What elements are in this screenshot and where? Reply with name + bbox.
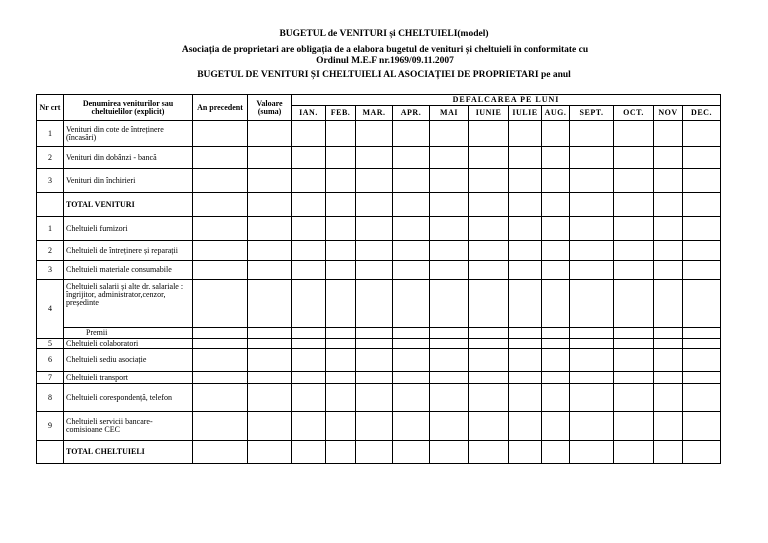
month-header: IUNIE <box>469 106 509 121</box>
table-row <box>37 384 721 412</box>
row-number: 7 <box>37 372 64 384</box>
document-subtitle: BUGETUL de VENITURI și CHELTUIELI(model) <box>279 29 489 39</box>
month-header: IAN. <box>292 106 326 121</box>
row-label: Cheltuieli de întreținere și reparații <box>64 241 193 261</box>
budget-table <box>36 94 721 464</box>
header-row <box>37 95 721 106</box>
row-number: 2 <box>37 241 64 261</box>
table-row <box>37 217 721 241</box>
row-label <box>64 328 193 339</box>
table-row <box>37 349 721 372</box>
header-valoare: Valoare (suma) <box>248 95 292 121</box>
row-number: 3 <box>37 261 64 280</box>
table-row <box>37 147 721 169</box>
row-number: 8 <box>37 384 64 412</box>
table-row <box>37 412 721 441</box>
total-income-label: TOTAL VENITURI <box>64 193 193 217</box>
month-header: OCT. <box>614 106 654 121</box>
row-label: Venituri din dobânzi - bancă <box>64 147 193 169</box>
obligation-line-1: Asociația de proprietari are obligația de a elabora bugetul de venituri și cheltuieli în conformitate cu <box>181 45 589 55</box>
row-number: 6 <box>37 349 64 372</box>
row-number: 5 <box>37 339 64 349</box>
row-number: 1 <box>37 217 64 241</box>
document-title: BUGETUL DE VENITURI ȘI CHELTUIELI AL ASOCIAȚIEI DE PROPRIETARI pe anul <box>197 70 571 80</box>
obligation-note <box>140 45 630 67</box>
month-header: MAI <box>430 106 469 121</box>
header-nr-crt: Nr crt <box>37 95 64 121</box>
row-number: 2 <box>37 147 64 169</box>
month-header: NOV <box>654 106 683 121</box>
row-number: 9 <box>37 412 64 441</box>
row-label: Cheltuieli colaboratori <box>64 339 193 349</box>
row-label: Cheltuieli servicii bancare- comisioane CEC <box>64 412 193 441</box>
table-row <box>37 280 721 328</box>
row-label: Cheltuieli sediu asociație <box>64 349 193 372</box>
month-header: MAR. <box>356 106 393 121</box>
month-header: AUG. <box>542 106 570 121</box>
month-header: SEPT. <box>570 106 614 121</box>
header-defalcare: DEFALCAREA PE LUNI <box>292 95 721 106</box>
table-row <box>37 372 721 384</box>
month-header: DEC. <box>683 106 721 121</box>
month-header: FEB. <box>326 106 356 121</box>
total-income-row <box>37 193 721 217</box>
row-number: 1 <box>37 121 64 147</box>
row-label: Venituri din cote de întreținere (încasări) <box>64 121 193 147</box>
month-header: IULIE <box>509 106 542 121</box>
month-header: APR. <box>393 106 430 121</box>
table-row <box>37 328 721 339</box>
table-row <box>37 339 721 349</box>
header-denumire: Denumirea veniturilor sau cheltuielilor (explicit) <box>64 95 193 121</box>
row-number: 4 <box>37 280 64 339</box>
header-an-precedent: An precedent <box>193 95 248 121</box>
table-row <box>37 169 721 193</box>
table-row <box>37 241 721 261</box>
row-number: 3 <box>37 169 64 193</box>
table-row <box>37 261 721 280</box>
row-label: Venituri din închirieri <box>64 169 193 193</box>
total-expenses-label: TOTAL CHELTUIELI <box>64 441 193 464</box>
row-label: Cheltuieli corespondență, telefon <box>64 384 193 412</box>
total-expenses-row <box>37 441 721 464</box>
row-label: Cheltuieli salarii și alte dr. salariale : îngrijitor, administrator,cenzor, președinte <box>64 280 193 328</box>
table-row <box>37 121 721 147</box>
obligation-line-2: Ordinul M.E.F nr.1969/09.11.2007 <box>316 56 454 66</box>
row-label: Cheltuieli furnizori <box>64 217 193 241</box>
premii-label: Premii <box>86 328 108 337</box>
row-label: Cheltuieli materiale consumabile <box>64 261 193 280</box>
row-label: Cheltuieli transport <box>64 372 193 384</box>
